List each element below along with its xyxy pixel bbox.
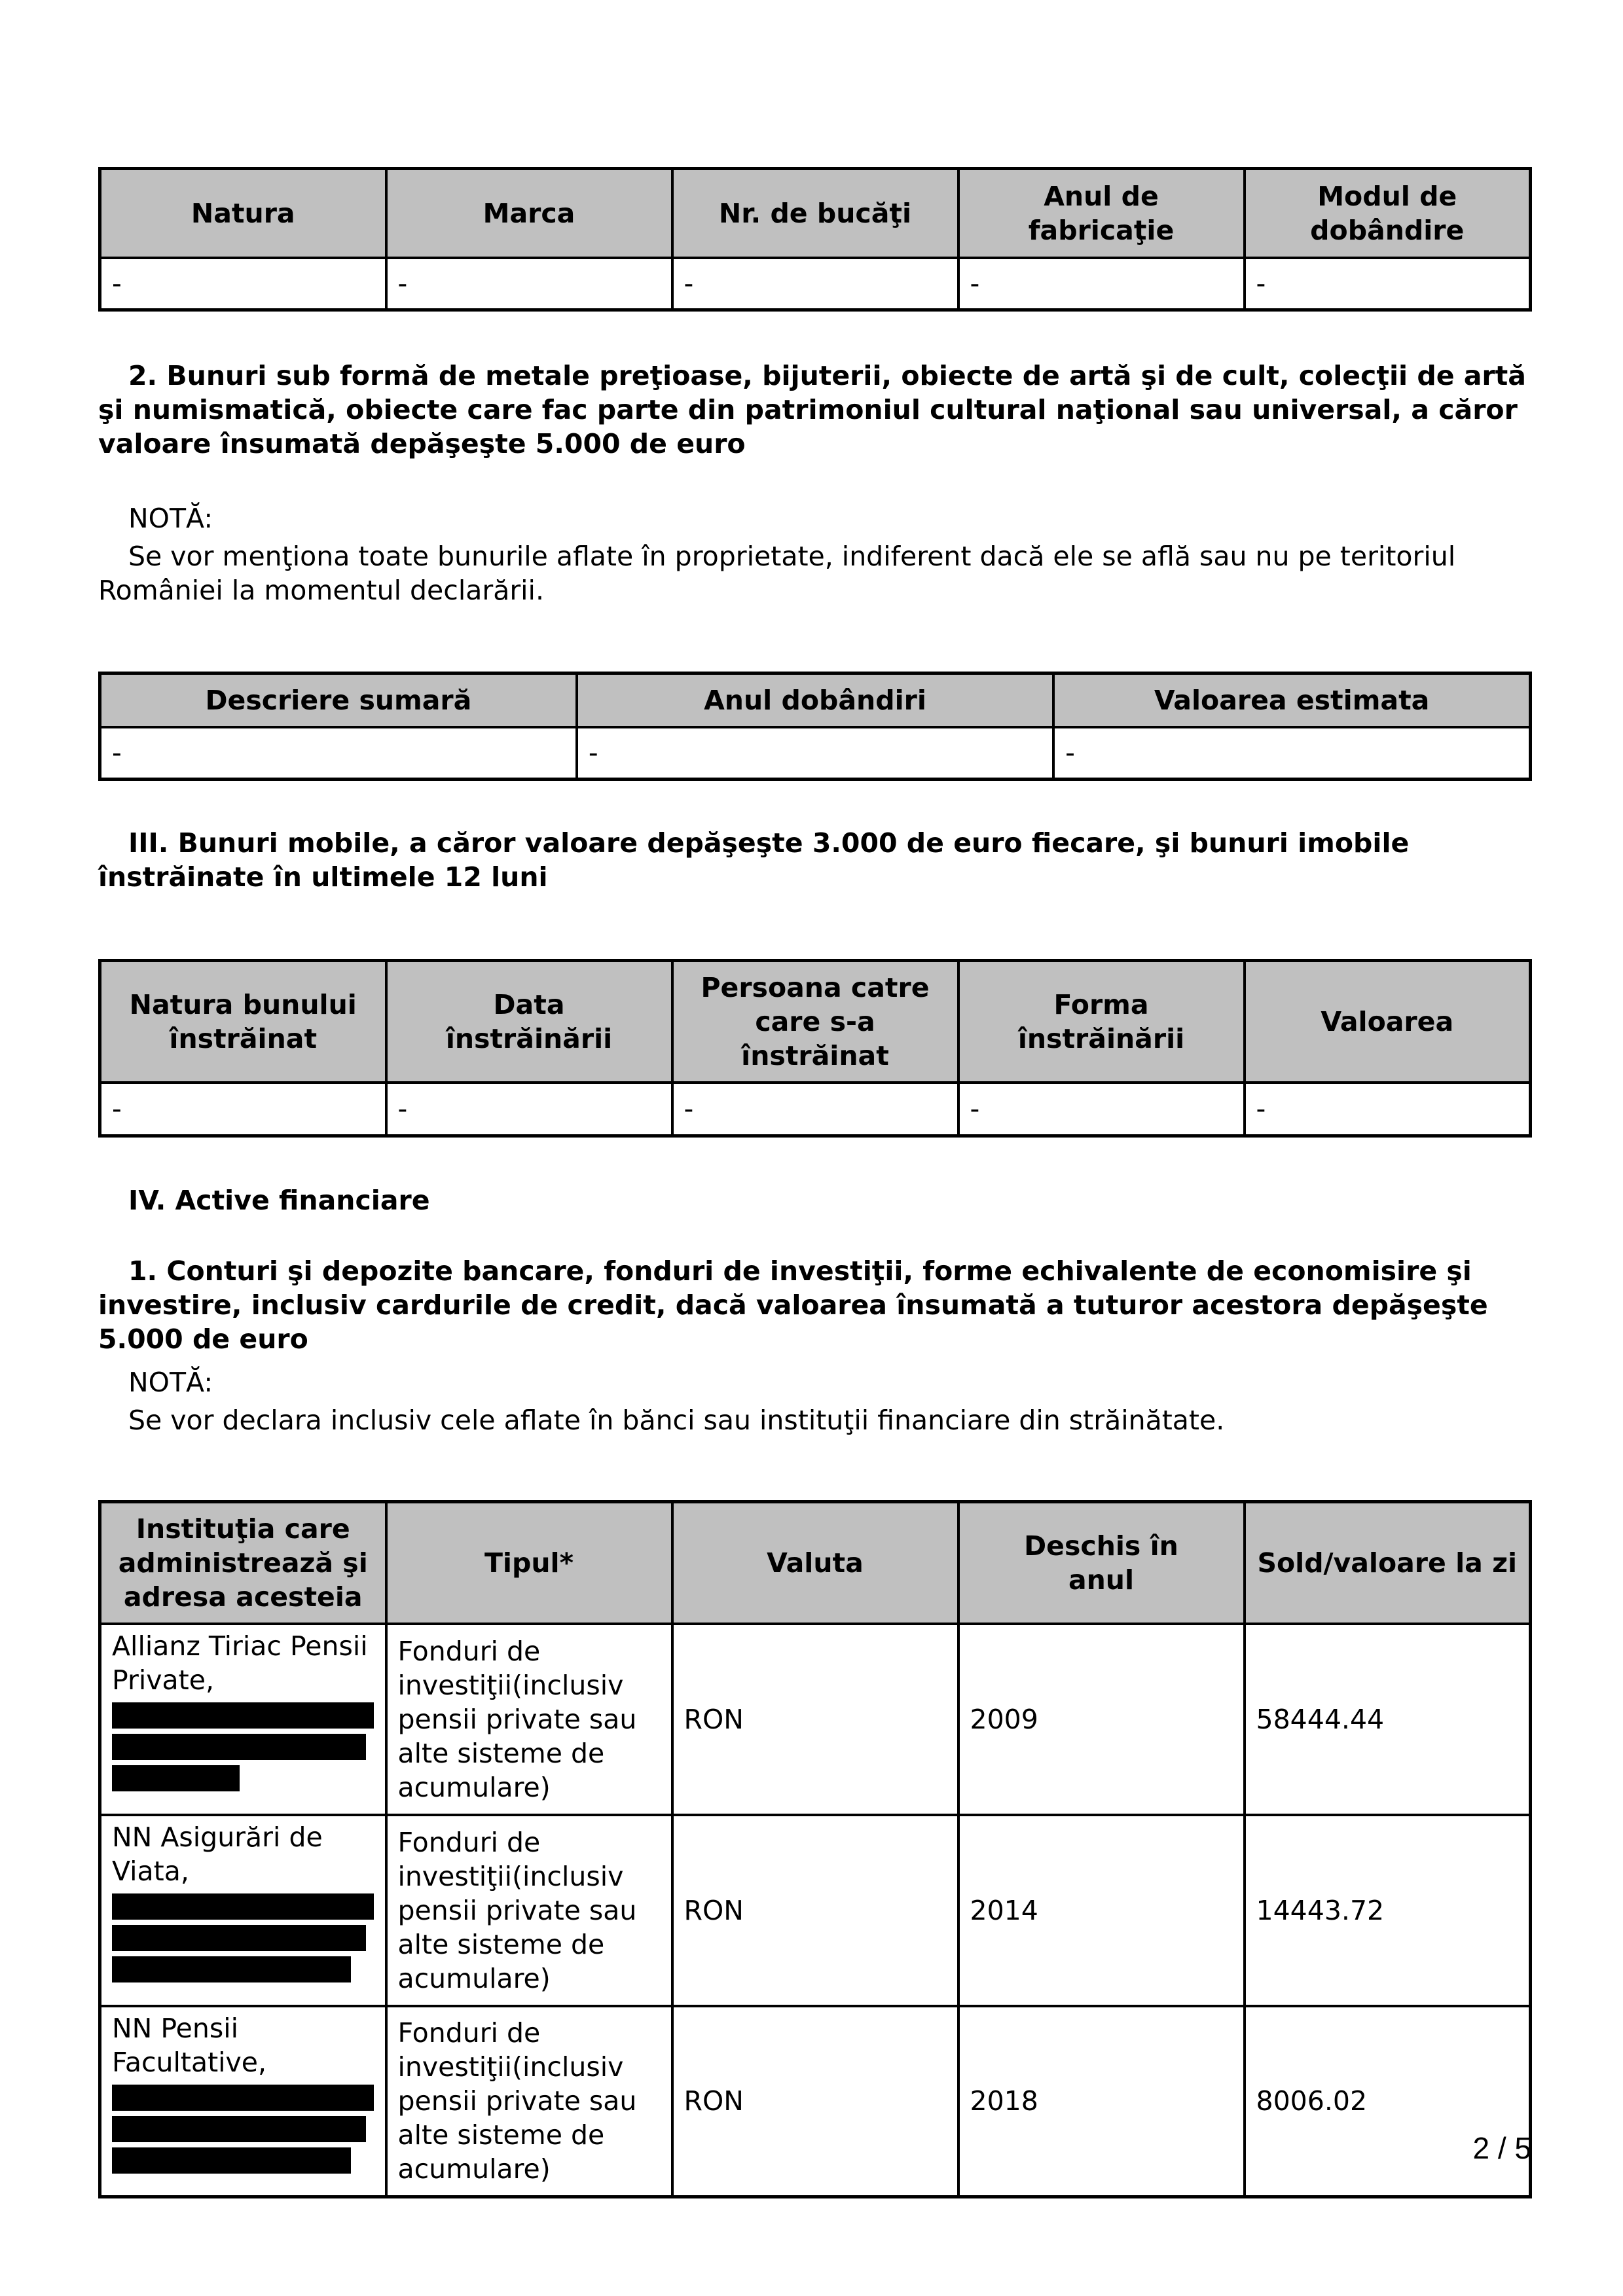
currency-cell: RON (672, 1815, 958, 2006)
column-header: Valuta (672, 1502, 958, 1624)
table-cell: - (1245, 258, 1531, 310)
currency-cell: RON (672, 1624, 958, 1815)
section-4-subheading: 1. Conturi şi depozite bancare, fonduri de investiţii, forme echivalente de economisire şi investire, inclusiv cardurile de credit, dacă valoarea însumată a tuturor acestora depăşeşte 5.000 de euro (98, 1255, 1488, 1355)
table-cell: - (672, 258, 958, 310)
table-row (100, 2006, 1531, 2197)
year-cell: 2009 (958, 1624, 1245, 1815)
section-4-note-text: Se vor declara inclusiv cele aflate în bănci sau instituţii financiare din străinătate. (128, 1405, 1225, 1436)
table-cell: - (958, 1083, 1245, 1136)
table-cell: - (1245, 1083, 1531, 1136)
section-2-note-label: NOTĂ: (128, 503, 213, 534)
table-cell: - (100, 258, 386, 310)
column-header: Instituţia care administrează şi adresa acesteia (100, 1502, 386, 1624)
table-cell: - (958, 258, 1245, 310)
redaction-bar (112, 1702, 374, 1729)
financial-accounts-table (98, 1500, 1532, 2198)
table-header-row (100, 673, 1531, 727)
balance-cell: 58444.44 (1245, 1624, 1531, 1815)
column-header: Anul dobândiri (577, 673, 1053, 727)
table-header-row (100, 1502, 1531, 1624)
currency-cell: RON (672, 2006, 958, 2197)
table-cell: - (386, 1083, 672, 1136)
page-number: 2 / 5 (1472, 2131, 1531, 2165)
column-header: Valoarea (1245, 961, 1531, 1083)
table-row (100, 727, 1531, 780)
table-header-row (100, 961, 1531, 1083)
vehicles-table (98, 167, 1532, 312)
institution-name: NN Pensii Facultative, (112, 2012, 267, 2078)
table-cell: - (100, 1083, 386, 1136)
redaction-bar (112, 2147, 351, 2174)
redaction-bar (112, 1956, 351, 1982)
table-cell: - (1053, 727, 1530, 780)
redaction-bar (112, 1925, 366, 1951)
column-header: Natura (100, 169, 386, 258)
redaction-bar (112, 1893, 374, 1920)
column-header: Data înstrăinării (386, 961, 672, 1083)
column-header: Sold/valoare la zi (1245, 1502, 1531, 1624)
column-header: Natura bunului înstrăinat (100, 961, 386, 1083)
institution-cell (100, 2006, 386, 2197)
column-header: Forma înstrăinării (958, 961, 1245, 1083)
table-row (100, 1815, 1531, 2006)
type-cell: Fonduri de investiţii(inclusiv pensii private sau alte sisteme de acumulare) (386, 2006, 672, 2197)
column-header: Valoarea estimata (1053, 673, 1530, 727)
table-header-row (100, 169, 1531, 258)
section-3-heading: III. Bunuri mobile, a căror valoare depăşeşte 3.000 de euro fiecare, şi bunuri imobile înstrăinate în ultimele 12 luni (98, 827, 1410, 893)
section-2-note-text: Se vor menţiona toate bunurile aflate în proprietate, indiferent dacă ele se află sau nu pe teritoriul României la momentul declarării. (98, 541, 1456, 606)
redaction-bar (112, 2085, 374, 2111)
column-header: Nr. de bucăţi (672, 169, 958, 258)
section-4-heading: IV. Active financiare (128, 1185, 430, 1216)
type-cell: Fonduri de investiţii(inclusiv pensii private sau alte sisteme de acumulare) (386, 1624, 672, 1815)
table-row (100, 258, 1531, 310)
alienated-goods-table (98, 959, 1532, 1138)
institution-name: Allianz Tiriac Pensii Private, (112, 1630, 368, 1696)
column-header: Marca (386, 169, 672, 258)
column-header: Anul de fabricaţie (958, 169, 1245, 258)
type-cell: Fonduri de investiţii(inclusiv pensii private sau alte sisteme de acumulare) (386, 1815, 672, 2006)
table-cell: - (100, 727, 577, 780)
table-cell: - (672, 1083, 958, 1136)
section-2-heading: 2. Bunuri sub formă de metale preţioase, bijuterii, obiecte de artă şi de cult, colecţii de artă şi numismatică, obiecte care fac parte din patrimoniul cultural naţional sau universal, a căror valoare însumată depăşeşte 5.000 de euro (98, 360, 1526, 459)
table-cell: - (577, 727, 1053, 780)
table-row (100, 1083, 1531, 1136)
institution-name: NN Asigurări de Viata, (112, 1821, 323, 1887)
column-header: Descriere sumară (100, 673, 577, 727)
column-header: Modul de dobândire (1245, 169, 1531, 258)
institution-cell (100, 1624, 386, 1815)
redaction-bar (112, 1734, 366, 1760)
redaction-bar (112, 2116, 366, 2142)
redaction-bar (112, 1765, 240, 1791)
balance-cell: 8006.02 (1245, 2006, 1531, 2197)
column-header: Persoana catre care s-a înstrăinat (672, 961, 958, 1083)
column-header: Deschis în anul (958, 1502, 1245, 1624)
table-cell: - (386, 258, 672, 310)
institution-cell (100, 1815, 386, 2006)
table-row (100, 1624, 1531, 1815)
valuables-table (98, 672, 1532, 781)
year-cell: 2014 (958, 1815, 1245, 2006)
balance-cell: 14443.72 (1245, 1815, 1531, 2006)
column-header: Tipul* (386, 1502, 672, 1624)
section-4-note-label: NOTĂ: (128, 1367, 213, 1398)
year-cell: 2018 (958, 2006, 1245, 2197)
